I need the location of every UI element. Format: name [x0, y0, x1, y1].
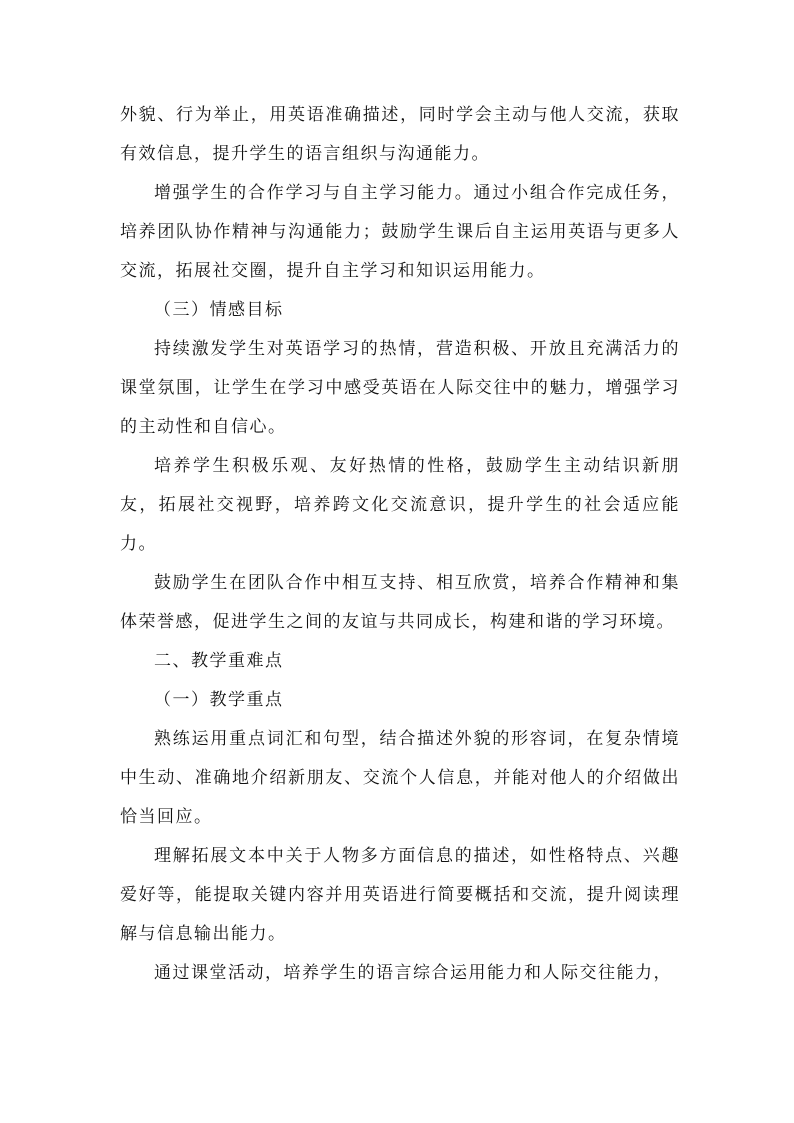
- section-heading: 二、教学重难点: [154, 651, 284, 671]
- paragraph: 熟练运用重点词汇和句型，结合描述外貌的形容词，在复杂情境中生动、准确地介绍新朋友、交流个人信息，并能对他人的介绍做出恰当回应。: [120, 729, 680, 827]
- paragraph: 通过课堂活动，培养学生的语言综合运用能力和人际交往能力，: [154, 963, 672, 983]
- paragraph: 持续激发学生对英语学习的热情，营造积极、开放且充满活力的课堂氛围，让学生在学习中感受英语在人际交往中的魅力，增强学习的主动性和自信心。: [120, 339, 680, 437]
- paragraph: 理解拓展文本中关于人物多方面信息的描述，如性格特点、兴趣爱好等，能提取关键内容并用英语进行简要概括和交流，提升阅读理解与信息输出能力。: [120, 846, 680, 944]
- paragraph: 外貌、行为举止，用英语准确描述，同时学会主动与他人交流，获取有效信息，提升学生的语言组织与沟通能力。: [120, 105, 680, 164]
- document-body: [120, 96, 680, 993]
- paragraph: 增强学生的合作学习与自主学习能力。通过小组合作完成任务，培养团队协作精神与沟通能力；鼓励学生课后自主运用英语与更多人交流，拓展社交圈，提升自主学习和知识运用能力。: [120, 183, 680, 281]
- section-heading: （三）情感目标: [154, 300, 284, 320]
- paragraph: 培养学生积极乐观、友好热情的性格，鼓励学生主动结识新朋友，拓展社交视野，培养跨文化交流意识，提升学生的社会适应能力。: [120, 456, 680, 554]
- paragraph: 鼓励学生在团队合作中相互支持、相互欣赏，培养合作精神和集体荣誉感，促进学生之间的友谊与共同成长，构建和谐的学习环境。: [120, 573, 680, 632]
- subsection-heading: （一）教学重点: [154, 690, 284, 710]
